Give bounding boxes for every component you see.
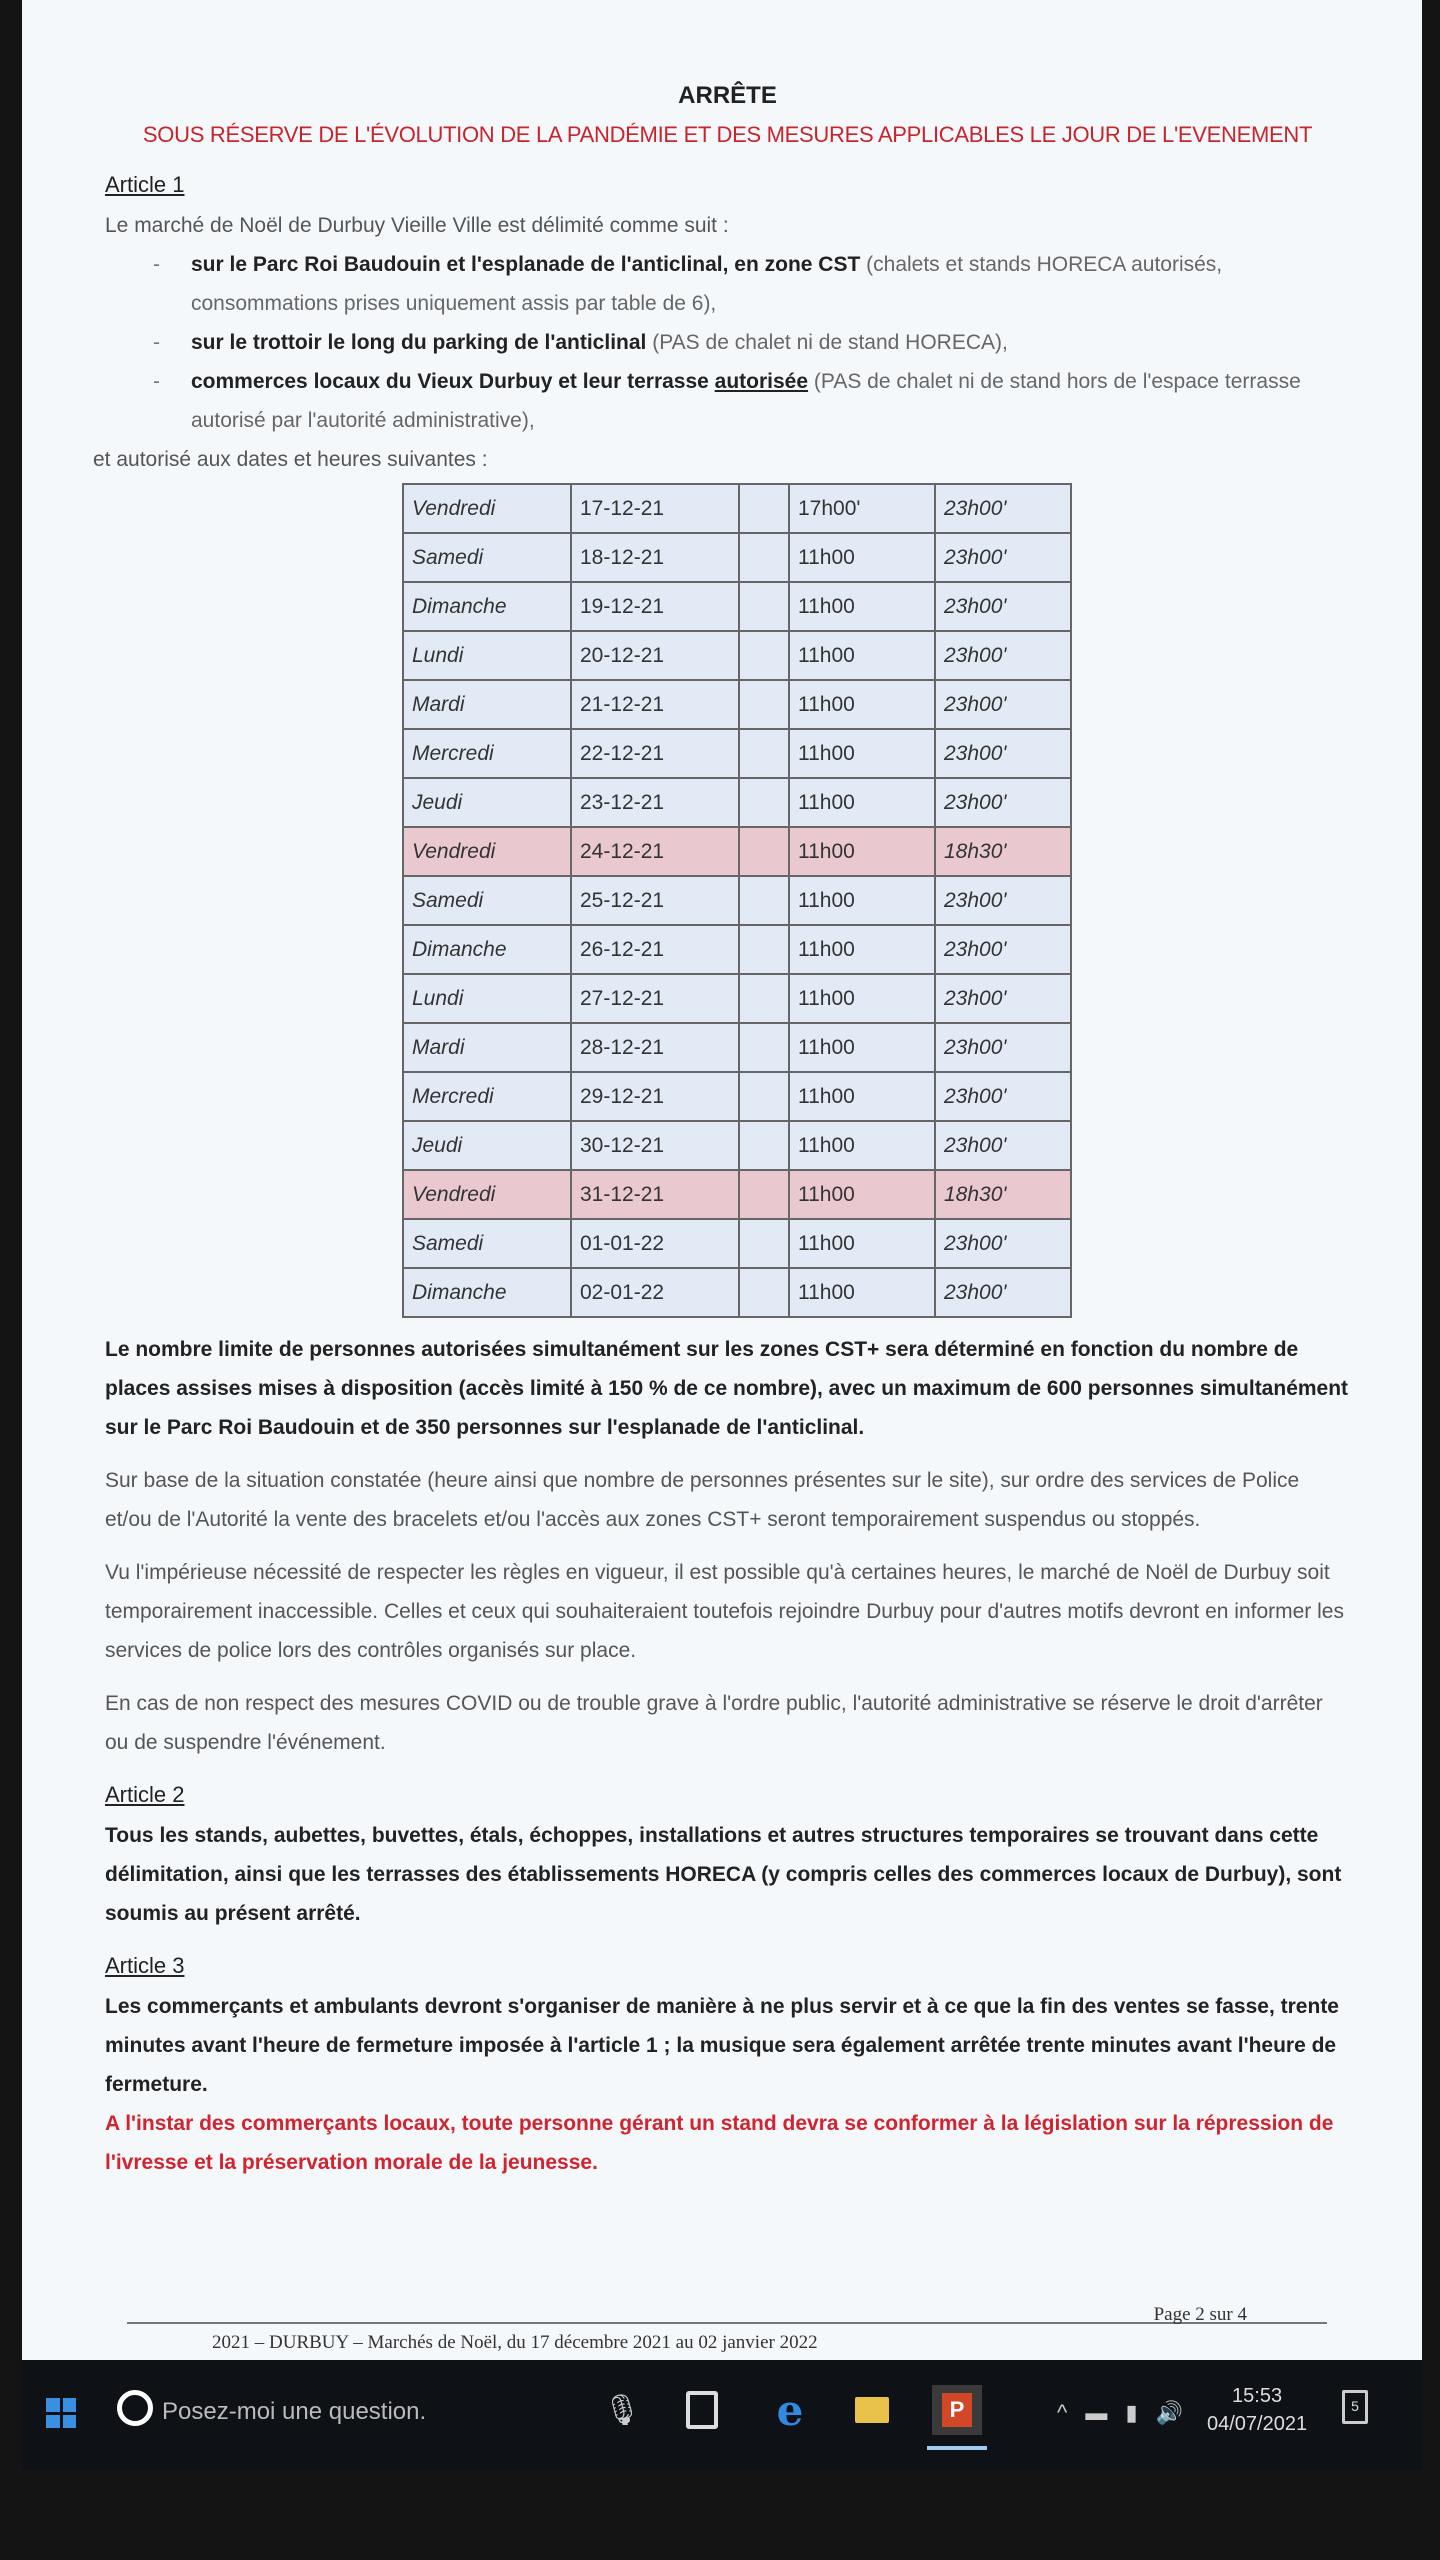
bullet-bold: sur le Parc Roi Baudouin et l'esplanade de l'anticlinal, en zone CST [191, 253, 861, 276]
schedule-cell-open: 11h00 [789, 631, 935, 680]
schedule-table [402, 483, 1072, 1318]
capacity-paragraph: Le nombre limite de personnes autorisées simultanément sur les zones CST+ sera déterminé en fonction du nombre de places assises mises à disposition (accès limité à 150 % de ce nombre), avec un maximum de 600 personnes simultanément sur le Parc Roi Baudouin et de 350 personnes sur l'esplanade de l'anticlinal. [105, 1338, 1349, 1439]
schedule-cell-date: 20-12-21 [571, 631, 739, 680]
schedule-cell-gap [739, 631, 789, 680]
table-row [403, 1268, 1071, 1317]
schedule-cell-date: 19-12-21 [571, 582, 739, 631]
schedule-cell-date: 17-12-21 [571, 484, 739, 533]
table-row [403, 827, 1071, 876]
schedule-cell-date: 26-12-21 [571, 925, 739, 974]
article-3-red-text: A l'instar des commerçants locaux, toute personne gérant un stand devra se conformer à la législation sur la répression de l'ivresse et la préservation morale de la jeunesse. [105, 2112, 1334, 2174]
bullet-detail: (chalets et stands HORECA autorisés, consommations prises uniquement assis par table de 6), [191, 253, 1223, 315]
article-2-text: Tous les stands, aubettes, buvettes, étals, échoppes, installations et autres structures temporaires se trouvant dans cette délimitation, ainsi que les terrasses des établissements HORECA (y compris celles des commerces locaux de Durbuy), sont soumis au présent arrêté. [105, 1824, 1342, 1925]
schedule-cell-gap [739, 680, 789, 729]
file-explorer-icon[interactable] [852, 2390, 892, 2430]
cortana-icon[interactable] [117, 2390, 153, 2426]
schedule-cell-day: Dimanche [403, 1268, 571, 1317]
table-row [403, 876, 1071, 925]
schedule-cell-open: 11h00 [789, 827, 935, 876]
schedule-cell-day: Mardi [403, 1023, 571, 1072]
table-row [403, 1121, 1071, 1170]
schedule-cell-close: 23h00' [935, 631, 1071, 680]
schedule-cell-open: 11h00 [789, 680, 935, 729]
schedule-cell-date: 02-01-22 [571, 1268, 739, 1317]
schedule-cell-close: 23h00' [935, 1219, 1071, 1268]
schedule-cell-open: 11h00 [789, 876, 935, 925]
schedule-cell-gap [739, 533, 789, 582]
table-row [403, 631, 1071, 680]
notification-center-icon[interactable]: 5 [1342, 2390, 1368, 2424]
edge-browser-icon[interactable]: e [776, 2385, 804, 2435]
table-row [403, 729, 1071, 778]
active-app-indicator [927, 2446, 987, 2450]
schedule-cell-date: 27-12-21 [571, 974, 739, 1023]
schedule-cell-gap [739, 1268, 789, 1317]
table-row [403, 925, 1071, 974]
schedule-cell-open: 11h00 [789, 1170, 935, 1219]
schedule-cell-close: 23h00' [935, 1072, 1071, 1121]
schedule-cell-open: 11h00 [789, 925, 935, 974]
bullet-detail: (PAS de chalet ni de stand HORECA), [646, 331, 1008, 354]
list-item [153, 323, 1350, 362]
schedule-cell-day: Samedi [403, 1219, 571, 1268]
table-row [403, 1170, 1071, 1219]
page-number: Page 2 sur 4 [1153, 2304, 1247, 2325]
table-row [403, 582, 1071, 631]
taskbar [22, 2360, 1422, 2470]
list-item [153, 245, 1350, 323]
zone-list [105, 245, 1350, 440]
schedule-cell-day: Mardi [403, 680, 571, 729]
schedule-cell-close: 23h00' [935, 729, 1071, 778]
schedule-cell-day: Vendredi [403, 827, 571, 876]
bullet-bold: commerces locaux du Vieux Durbuy et leur terrasse [191, 370, 715, 393]
schedule-cell-date: 30-12-21 [571, 1121, 739, 1170]
schedule-cell-day: Lundi [403, 974, 571, 1023]
page-footer [127, 2304, 1327, 2354]
powerpoint-icon[interactable] [932, 2385, 982, 2435]
bullet-detail: (PAS de chalet ni de stand hors de l'espace terrasse autorisé par l'autorité administrative), [191, 370, 1301, 432]
taskbar-clock[interactable] [1207, 2382, 1307, 2438]
schedule-cell-date: 21-12-21 [571, 680, 739, 729]
schedule-cell-day: Samedi [403, 876, 571, 925]
schedule-cell-date: 29-12-21 [571, 1072, 739, 1121]
schedule-cell-gap [739, 974, 789, 1023]
schedule-cell-gap [739, 1170, 789, 1219]
schedule-cell-day: Dimanche [403, 925, 571, 974]
schedule-cell-day: Vendredi [403, 484, 571, 533]
table-row [403, 1219, 1071, 1268]
task-view-icon[interactable] [682, 2390, 722, 2430]
article-3-heading: Article 3 [105, 1953, 185, 1978]
windows-start-icon[interactable] [46, 2398, 76, 2428]
clock-date: 04/07/2021 [1207, 2413, 1308, 2435]
schedule-cell-close: 23h00' [935, 1121, 1071, 1170]
schedule-cell-gap [739, 827, 789, 876]
schedule-cell-close: 23h00' [935, 1023, 1071, 1072]
schedule-cell-gap [739, 729, 789, 778]
schedule-cell-open: 11h00 [789, 1121, 935, 1170]
schedule-cell-close: 23h00' [935, 778, 1071, 827]
document-page [93, 70, 1350, 2182]
document-subtitle: SOUS RÉSERVE DE L'ÉVOLUTION DE LA PANDÉMIE ET DES MESURES APPLICABLES LE JOUR DE L'EVENEMENT [142, 122, 1313, 147]
monitor-screen [22, 0, 1422, 2360]
schedule-cell-date: 25-12-21 [571, 876, 739, 925]
table-row [403, 974, 1071, 1023]
table-row [403, 680, 1071, 729]
schedule-cell-day: Lundi [403, 631, 571, 680]
schedule-cell-day: Samedi [403, 533, 571, 582]
schedule-cell-close: 23h00' [935, 925, 1071, 974]
schedule-cell-close: 23h00' [935, 1268, 1071, 1317]
article-1-intro: Le marché de Noël de Durbuy Vieille Ville est délimité comme suit : [105, 214, 729, 237]
schedule-cell-date: 23-12-21 [571, 778, 739, 827]
schedule-cell-gap [739, 778, 789, 827]
system-tray-icons[interactable]: ^ ▬ ▮ 🔊 [1057, 2400, 1190, 2425]
footer-text: 2021 – DURBUY – Marchés de Noël, du 17 décembre 2021 au 02 janvier 2022 [212, 2332, 818, 2353]
table-row [403, 1072, 1071, 1121]
table-row [403, 1023, 1071, 1072]
microphone-icon[interactable]: 🎙 [602, 2393, 642, 2427]
schedule-cell-gap [739, 876, 789, 925]
schedule-cell-gap [739, 925, 789, 974]
schedule-cell-day: Mercredi [403, 729, 571, 778]
schedule-cell-close: 18h30' [935, 1170, 1071, 1219]
schedule-cell-gap [739, 1023, 789, 1072]
schedule-cell-gap [739, 1121, 789, 1170]
schedule-cell-date: 28-12-21 [571, 1023, 739, 1072]
schedule-cell-gap [739, 1219, 789, 1268]
schedule-cell-close: 23h00' [935, 533, 1071, 582]
schedule-cell-open: 11h00 [789, 1072, 935, 1121]
schedule-cell-close: 23h00' [935, 680, 1071, 729]
schedule-cell-close: 23h00' [935, 582, 1071, 631]
schedule-cell-close: 23h00' [935, 484, 1071, 533]
access-paragraph: Vu l'impérieuse nécessité de respecter les règles en vigueur, il est possible qu'à certaines heures, le marché de Noël de Durbuy soit temporairement inaccessible. Celles et ceux qui souhaiteraient toutefois rejoindre Durbuy pour d'autres motifs devront en informer les services de police lors des contrôles organisés sur place. [105, 1561, 1344, 1662]
schedule-cell-date: 18-12-21 [571, 533, 739, 582]
article-1-heading: Article 1 [105, 172, 185, 197]
table-row [403, 484, 1071, 533]
schedule-cell-date: 31-12-21 [571, 1170, 739, 1219]
schedule-cell-open: 11h00 [789, 533, 935, 582]
schedule-cell-open: 11h00 [789, 1268, 935, 1317]
schedule-cell-open: 11h00 [789, 974, 935, 1023]
schedule-cell-date: 24-12-21 [571, 827, 739, 876]
table-row [403, 533, 1071, 582]
schedule-cell-day: Jeudi [403, 1121, 571, 1170]
search-input[interactable]: Posez-moi une question. [162, 2398, 427, 2425]
bullet-bold: sur le trottoir le long du parking de l'anticlinal [191, 331, 647, 354]
schedule-cell-gap [739, 582, 789, 631]
table-row [403, 778, 1071, 827]
schedule-cell-day: Mercredi [403, 1072, 571, 1121]
schedule-cell-gap [739, 484, 789, 533]
schedule-cell-open: 11h00 [789, 729, 935, 778]
schedule-cell-open: 17h00' [789, 484, 935, 533]
schedule-cell-close: 23h00' [935, 974, 1071, 1023]
list-item [153, 362, 1350, 440]
schedule-cell-close: 23h00' [935, 876, 1071, 925]
bullet-underlined: autorisée [714, 370, 809, 393]
schedule-cell-date: 01-01-22 [571, 1219, 739, 1268]
schedule-cell-open: 11h00 [789, 582, 935, 631]
schedule-cell-day: Dimanche [403, 582, 571, 631]
schedule-cell-day: Vendredi [403, 1170, 571, 1219]
schedule-cell-open: 11h00 [789, 1219, 935, 1268]
schedule-cell-day: Jeudi [403, 778, 571, 827]
document-title: ARRÊTE [678, 82, 777, 109]
schedule-cell-close: 18h30' [935, 827, 1071, 876]
dates-intro: et autorisé aux dates et heures suivantes : [93, 448, 488, 471]
schedule-cell-open: 11h00 [789, 1023, 935, 1072]
article-3-text: Les commerçants et ambulants devront s'organiser de manière à ne plus servir et à ce que la fin des ventes se fasse, trente minutes avant l'heure de fermeture imposée à l'article 1 ; la musique sera également arrêtée trente minutes avant l'heure de fermeture. [105, 1995, 1339, 2096]
schedule-cell-gap [739, 1072, 789, 1121]
clock-time: 15:53 [1232, 2385, 1283, 2407]
schedule-cell-date: 22-12-21 [571, 729, 739, 778]
police-paragraph: Sur base de la situation constatée (heure ainsi que nombre de personnes présentes sur le site), sur ordre des services de Police et/ou de l'Autorité la vente des bracelets et/ou l'accès aux zones CST+ seront temporairement suspendus ou stoppés. [105, 1469, 1300, 1531]
article-2-heading: Article 2 [105, 1782, 185, 1807]
covid-paragraph: En cas de non respect des mesures COVID ou de trouble grave à l'ordre public, l'autorité administrative se réserve le droit d'arrêter ou de suspendre l'événement. [105, 1692, 1323, 1754]
schedule-cell-open: 11h00 [789, 778, 935, 827]
